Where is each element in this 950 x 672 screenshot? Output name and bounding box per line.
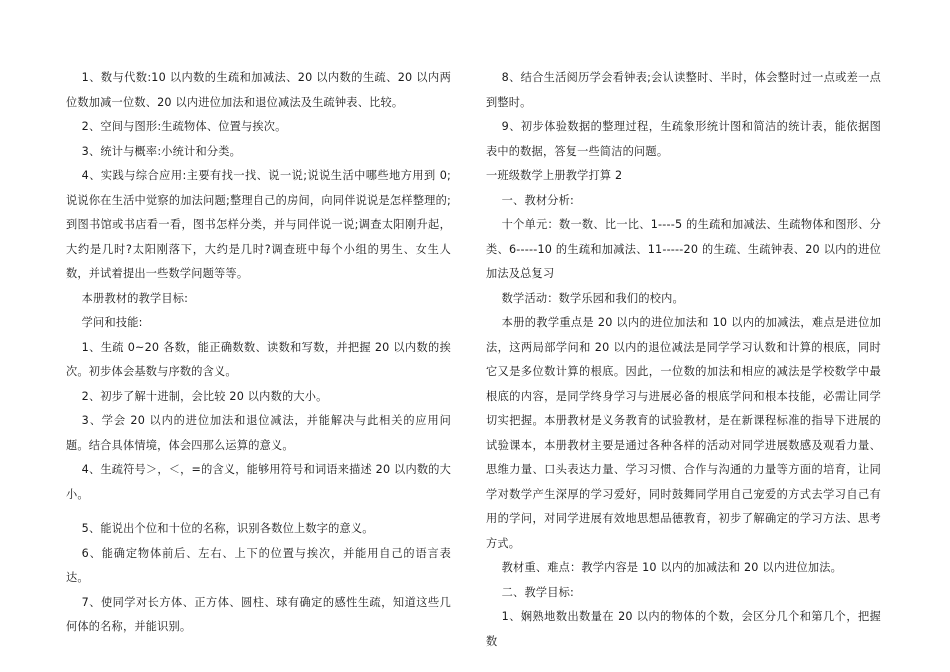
paragraph-teaching-goal-1: 1、娴熟地数出数量在 20 以内的物体的个数，会区分几个和第几个，把握数	[486, 610, 881, 648]
paragraph-statistics: 3、统计与概率:小统计和分类。	[81, 144, 241, 158]
paragraph-space-shape: 2、空间与图形:生疏物体、位置与挨次。	[81, 120, 287, 133]
section-title-plan-2: 一班级数学上册教学打算 2	[486, 169, 623, 182]
paragraph-number-algebra: 1、数与代数:10 以内数的生疏和加减法、20 以内数的生疏、20 以内两位数加减一位数、20 以内进位加法和退位减法及生疏钟表、比较。	[66, 71, 451, 109]
paragraph-teaching-focus: 本册的教学重点是 20 以内的进位加法和 10 以内的加减法，难点是进位加法，这两局部学问和 20 以内的退位减法是同学学习认数和计算的根底，同时它又是多位数计算的根底。因此，一位数的加法和相应的减法是学校数学中最根底的内容，是同学终身学习与进展必备的根底学问和根本技能，必需让同学切实把握。本册教材是义务教育的试验教材，是在新课程标准的指导下进展的试验课本，本册教材主要是通过各种各样的活动对同学进展数感及观看力量、思维力量、口头表达力量、学习习惯、合作与沟通的力量等方面的培育，让同学对数学产生深厚的学习爱好，同时鼓舞同学用自己宠爱的方式去学习自己有用的学问，对同学进展有效地思想品德教育，初步了解确定的学习方法、思考方式。	[486, 316, 881, 550]
paragraph-goals-heading: 本册教材的教学目标:	[81, 291, 189, 305]
paragraph-goal-4: 4、生疏符号＞，＜，=的含义，能够用符号和词语来描述 20 以内数的大小。	[66, 463, 451, 501]
paragraph-goal-5: 5、能说出个位和十位的名称，识别各数位上数字的意义。	[81, 522, 374, 535]
paragraph-knowledge-heading: 学问和技能:	[81, 316, 143, 329]
paragraph-goal-7: 7、使同学对长方体、正方体、圆柱、球有确定的感性生疏，知道这些几何体的名称，并能识别。	[66, 595, 451, 633]
paragraph-math-activity: 数学活动：数学乐园和我们的校内。	[501, 291, 684, 305]
heading-teaching-goals: 二、教学目标:	[501, 585, 574, 599]
paragraph-key-difficult: 教材重、难点：教学内容是 10 以内的加减法和 20 以内进位加法。	[501, 561, 843, 574]
paragraph-practice: 4、实践与综合应用:主要有找一找、说一说;说说生活中哪些地方用到 0;说说你在生活中觉察的加法问题;整理自己的房间，向同伴说说是怎样整理的;到图书馆或书店看一看，图书怎样分类，并与同伴说一说;调查太阳刚升起，大约是几时?太阳刚落下，大约是几时?调查班中每个小组的男生、女生人数，并试着提出一些数学问题等等。	[66, 169, 451, 280]
paragraph-ten-units: 十个单元：数一数、比一比、1----5 的生疏和加减法、生疏物体和图形、分类、6-----10 的生疏和加减法、11-----20 的生疏、生疏钟表、20 以内的进位加法及总复习	[486, 218, 881, 280]
paragraph-goal-8: 8、结合生活阅历学会看钟表;会认读整时、半时，体会整时过一点或差一点到整时。	[486, 71, 881, 109]
heading-textbook-analysis: 一、教材分析:	[501, 193, 574, 207]
paragraph-goal-9: 9、初步体验数据的整理过程，生疏象形统计图和简洁的统计表，能依据图表中的数据，答复一些简洁的问题。	[486, 120, 881, 158]
left-column	[66, 66, 451, 640]
paragraph-goal-1: 1、生疏 0~20 各数，能正确数数、读数和写数，并把握 20 以内数的挨次。初步体会基数与序数的含义。	[66, 340, 451, 378]
paragraph-goal-3: 3、学会 20 以内的进位加法和退位减法，并能解决与此相关的应用问题。结合具体情境，体会四那么运算的意义。	[66, 414, 451, 452]
paragraph-goal-6: 6、能确定物体前后、左右、上下的位置与挨次，并能用自己的语言表达。	[66, 546, 451, 584]
paragraph-goal-2: 2、初步了解十进制，会比较 20 以内数的大小。	[81, 389, 328, 403]
right-column	[486, 66, 881, 654]
